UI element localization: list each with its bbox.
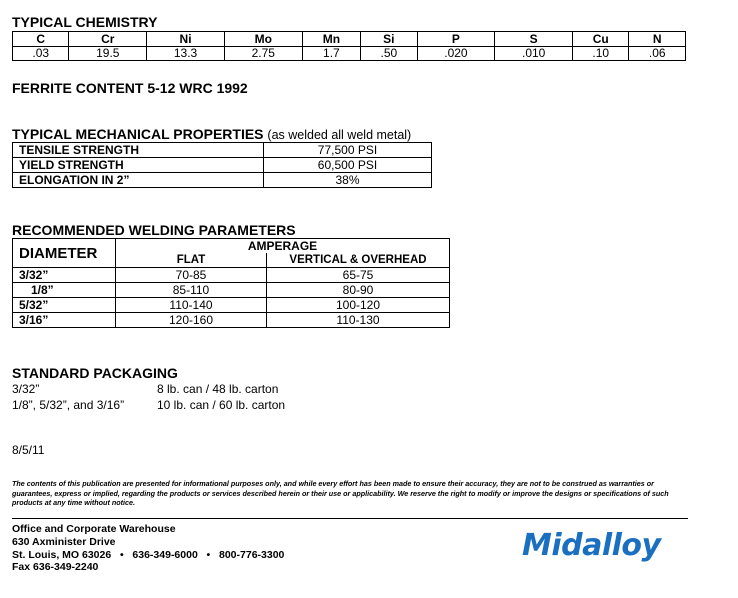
- table-row: [13, 173, 432, 188]
- amperage-header: AMPERAGE: [116, 239, 450, 254]
- chem-value-n: .06: [629, 47, 686, 61]
- footer-divider: [12, 518, 688, 519]
- flat-value: 120-160: [116, 313, 267, 328]
- chem-header-c: C: [13, 32, 69, 47]
- diameter-value: 3/32”: [13, 268, 116, 283]
- chem-value-mo: 2.75: [224, 47, 302, 61]
- diameter-value: 1/8”: [13, 283, 116, 298]
- vertical-value: 65-75: [267, 268, 450, 283]
- welding-table: [12, 238, 450, 328]
- mechanical-title-text: TYPICAL MECHANICAL PROPERTIES: [12, 126, 264, 142]
- chemistry-value-row: [13, 47, 686, 61]
- packaging-pack: 10 lb. can / 60 lb. carton: [157, 398, 286, 412]
- chem-header-mn: Mn: [302, 32, 360, 47]
- table-row: [13, 298, 450, 313]
- packaging-pack: 8 lb. can / 48 lb. carton: [157, 382, 279, 396]
- midalloy-logo: Midalloy: [522, 528, 661, 563]
- table-row: [13, 143, 432, 158]
- list-item: [12, 397, 285, 413]
- chem-header-cr: Cr: [69, 32, 147, 47]
- chem-header-mo: Mo: [224, 32, 302, 47]
- welding-header-row: [13, 239, 450, 254]
- mech-value: 38%: [264, 173, 432, 188]
- chem-value-cu: .10: [573, 47, 629, 61]
- chem-header-cu: Cu: [573, 32, 629, 47]
- packaging-list: [12, 381, 285, 413]
- chem-value-ni: 13.3: [147, 47, 225, 61]
- flat-value: 110-140: [116, 298, 267, 313]
- footer-line1: Office and Corporate Warehouse: [12, 523, 176, 535]
- chemistry-table: [12, 31, 686, 61]
- vertical-header: VERTICAL & OVERHEAD: [267, 253, 450, 268]
- table-row: [13, 283, 450, 298]
- chem-header-s: S: [495, 32, 573, 47]
- ferrite-content: FERRITE CONTENT 5-12 WRC 1992: [12, 80, 248, 96]
- chem-header-si: Si: [361, 32, 417, 47]
- mech-label: YIELD STRENGTH: [13, 158, 264, 173]
- mechanical-table: [12, 142, 432, 188]
- mechanical-note: (as welded all weld metal): [267, 128, 412, 142]
- chemistry-header-row: [13, 32, 686, 47]
- footer-address: [12, 523, 284, 574]
- chem-header-n: N: [629, 32, 686, 47]
- bullet-icon: •: [114, 548, 130, 561]
- table-row: [13, 313, 450, 328]
- mech-label: ELONGATION IN 2”: [13, 173, 264, 188]
- disclaimer: The contents of this publication are presented for informational purposes only, and while every effort has been made to ensure their accuracy, they are not to be construed as warranties or guarantees, express or implied, regarding the products or services described herein or their use or applicability. We reserve the right to modify or improve the designs or specifications of such products at any time without notice.: [12, 479, 669, 508]
- packaging-size: 3/32”: [12, 382, 40, 396]
- mech-value: 77,500 PSI: [264, 143, 432, 158]
- table-row: [13, 158, 432, 173]
- diameter-header: DIAMETER: [13, 239, 116, 268]
- packaging-size: 1/8”, 5/32”, and 3/16”: [12, 398, 125, 412]
- bullet-icon: •: [200, 548, 217, 561]
- chem-value-si: .50: [361, 47, 417, 61]
- chem-value-c: .03: [13, 47, 69, 61]
- document-date: 8/5/11: [12, 443, 45, 457]
- diameter-value: 3/16”: [13, 313, 116, 328]
- flat-value: 85-110: [116, 283, 267, 298]
- chem-value-s: .010: [495, 47, 573, 61]
- chem-header-ni: Ni: [147, 32, 225, 47]
- footer-phone2: 800-776-3300: [219, 548, 285, 561]
- footer-line2: 630 Axminister Drive: [12, 535, 116, 548]
- vertical-value: 80-90: [267, 283, 450, 298]
- flat-value: 70-85: [116, 268, 267, 283]
- footer-fax: Fax 636-349-2240: [12, 561, 99, 574]
- list-item: [12, 381, 285, 397]
- footer-city: St. Louis, MO 63026: [12, 548, 112, 561]
- table-row: [13, 268, 450, 283]
- chemistry-title: TYPICAL CHEMISTRY: [12, 14, 158, 30]
- footer-phone1: 636-349-6000: [132, 548, 198, 561]
- vertical-value: 110-130: [267, 313, 450, 328]
- flat-header: FLAT: [116, 253, 267, 268]
- footer-contact-line: [12, 549, 284, 562]
- welding-title: RECOMMENDED WELDING PARAMETERS: [12, 222, 296, 238]
- chem-value-mn: 1.7: [302, 47, 360, 61]
- packaging-title: STANDARD PACKAGING: [12, 365, 178, 381]
- chem-value-p: .020: [417, 47, 495, 61]
- diameter-value: 5/32”: [13, 298, 116, 313]
- mechanical-title: [12, 126, 411, 143]
- mech-label: TENSILE STRENGTH: [13, 143, 264, 158]
- chem-header-p: P: [417, 32, 495, 47]
- mech-value: 60,500 PSI: [264, 158, 432, 173]
- chem-value-cr: 19.5: [69, 47, 147, 61]
- vertical-value: 100-120: [267, 298, 450, 313]
